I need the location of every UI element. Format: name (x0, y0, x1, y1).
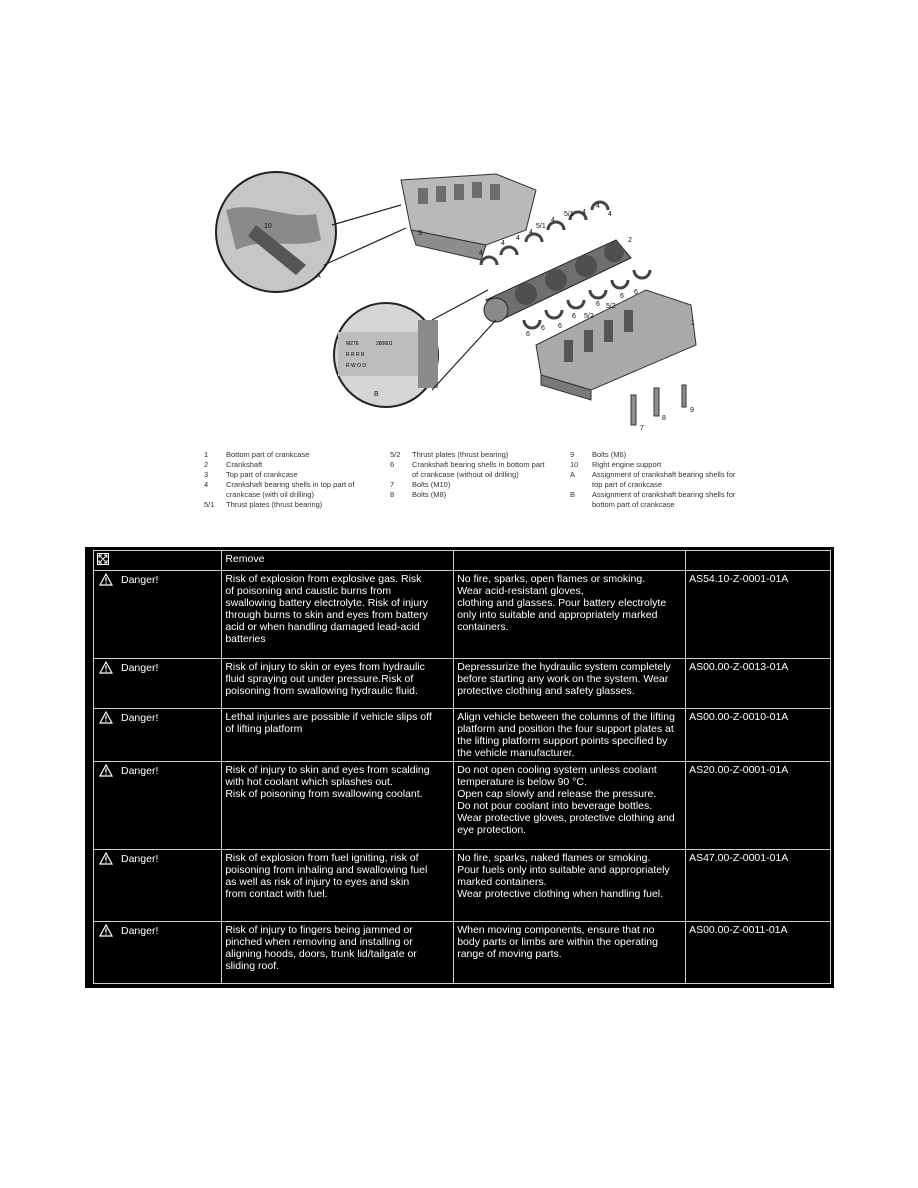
danger-label (97, 711, 218, 724)
legend-number: 10 (570, 460, 579, 469)
callout-4d: 4 (529, 229, 533, 236)
bolts-drawing (631, 385, 686, 425)
risk-text-line: Risk of poisoning from swallowing coolant. (225, 788, 423, 800)
risk-text-line: Risk of injury to fingers being jammed or (225, 924, 413, 936)
legend-text: Top part of crankcase (226, 470, 298, 479)
legend-item (390, 450, 550, 460)
legend-text: Assignment of crankshaft bearing shells for top part of crankcase (592, 470, 736, 489)
callout-4b: 4 (501, 240, 505, 247)
legend-item (204, 470, 374, 480)
bottom-crankcase-drawing (536, 290, 696, 400)
warning-icon (99, 711, 113, 724)
callout-4h: 4 (608, 211, 612, 218)
header-remove: Remove (222, 551, 454, 571)
inset-b-text-4: R W O O (346, 363, 367, 369)
risk-text-line: through burns to skin and eyes from battery (225, 609, 428, 621)
callout-4f: 4 (596, 203, 600, 210)
callout-6a: 6 (526, 331, 530, 338)
table-row (94, 922, 831, 984)
measure-text-line: Wear acid-resistant gloves, (457, 585, 584, 597)
legend-number: 4 (204, 480, 209, 489)
legend-number: 5/1 (204, 500, 215, 509)
table-row (94, 659, 831, 709)
risk-text-line: poisoning from inhaling and swallowing fuel (225, 864, 428, 876)
risk-text-line: swallowing battery electrolyte. Risk of injury (225, 597, 428, 609)
measure-text-line: When moving components, ensure that no (457, 924, 655, 936)
callout-6b: 6 (541, 325, 545, 332)
callout-3: 3 (418, 230, 422, 237)
callout-2: 2 (628, 237, 632, 244)
risk-cell (222, 571, 454, 659)
table-row (94, 571, 831, 659)
danger-label-cell (94, 762, 222, 850)
risk-text-line: Risk of injury to skin or eyes from hydraulic (225, 661, 425, 673)
callout-6e: 6 (596, 301, 600, 308)
measure-text-line: before starting any work on the system. Wear (457, 673, 669, 685)
callout-1: 1 (691, 320, 695, 327)
legend-number: 8 (390, 490, 395, 499)
measure-text-line: temperature is below 90 °C. (457, 776, 587, 788)
legend-text: Crankshaft bearing shells in top part of crankcase (with oil drilling) (226, 480, 355, 499)
risk-text-line: of lifting platform (225, 723, 303, 735)
measure-text-line: platform and position the four support plates at (457, 723, 674, 735)
danger-label (97, 852, 218, 865)
callout-a: A (316, 273, 321, 280)
measure-text-line: body parts or limbs are within the operating (457, 936, 658, 948)
measure-text-line: the lifting platform support points specified by (457, 735, 668, 747)
measures-cell (454, 850, 686, 922)
safety-table (93, 550, 831, 984)
callout-4e: 4 (551, 217, 555, 224)
measure-text-line: No fire, sparks, open flames or smoking. (457, 573, 646, 585)
callout-4c: 4 (516, 235, 520, 242)
danger-text: Danger! (121, 852, 159, 865)
measure-text-line: eye protection. (457, 824, 527, 836)
legend-number: 1 (204, 450, 209, 459)
callout-5-1a: 5/1 (536, 223, 546, 230)
risk-text-line: from contact with fuel. (225, 888, 328, 900)
document-code-cell: AS20.00-Z-0001-01A (686, 762, 831, 850)
legend-text: Thrust plates (thrust bearing) (412, 450, 509, 459)
callout-6d: 6 (572, 313, 576, 320)
risk-text-line: Risk of injury to skin and eyes from scalding (225, 764, 430, 776)
document-code-cell: AS54.10-Z-0001-01A (686, 571, 831, 659)
document-code-cell: AS00.00-Z-0010-01A (686, 709, 831, 762)
danger-label-cell (94, 922, 222, 984)
measures-cell (454, 922, 686, 984)
safety-table-panel (85, 547, 834, 988)
legend-number: B (570, 490, 576, 499)
risk-text-line: of poisoning and caustic burns from (225, 585, 392, 597)
legend-number: 9 (570, 450, 575, 459)
measure-text-line: range of moving parts. (457, 948, 562, 960)
legend-text: Bottom part of crankcase (226, 450, 310, 459)
legend-number: 2 (204, 460, 209, 469)
header-icon-cell (94, 551, 222, 571)
legend-text: Assignment of crankshaft bearing shells for bottom part of crankcase (592, 490, 736, 509)
table-header-row (94, 551, 831, 571)
callout-5-2a: 5/2 (584, 313, 594, 320)
table-row (94, 709, 831, 762)
risk-text-line: batteries (225, 633, 266, 645)
measures-cell (454, 571, 686, 659)
risk-cell (222, 850, 454, 922)
document-code-cell: AS47.00-Z-0001-01A (686, 850, 831, 922)
risk-text-line: Risk of explosion from explosive gas. Risk (225, 573, 422, 585)
legend-text: Right engine support (592, 460, 662, 469)
legend-text: Bolts (M8) (412, 490, 447, 499)
danger-label-cell (94, 659, 222, 709)
legend-text: Crankshaft bearing shells in bottom part of crankcase (without oil drilling) (412, 460, 545, 479)
risk-text-line: as well as risk of injury to eyes and skin (225, 876, 410, 888)
danger-label (97, 764, 218, 777)
risk-text-line: acid or when handling damaged lead-acid (225, 621, 420, 633)
risk-cell (222, 762, 454, 850)
top-crankcase-drawing (401, 174, 536, 260)
callout-9: 9 (690, 407, 694, 414)
danger-label-cell (94, 571, 222, 659)
legend-item (390, 490, 550, 500)
legend-item (570, 470, 740, 490)
danger-label (97, 661, 218, 674)
legend-column-2 (390, 450, 550, 500)
measure-text-line: Pour fuels only into suitable and appropriately (457, 864, 670, 876)
danger-text: Danger! (121, 764, 159, 777)
callout-10: 10 (264, 223, 272, 230)
measure-text-line: protective clothing and safety glasses. (457, 685, 635, 697)
measure-text-line: Wear protective clothing when handling fuel. (457, 888, 664, 900)
legend-text: Crankshaft (226, 460, 263, 469)
legend-item (390, 480, 550, 490)
callout-5-1b: 5/1 (564, 211, 574, 218)
callout-4g: 4 (582, 209, 586, 216)
danger-label (97, 573, 218, 586)
table-row (94, 850, 831, 922)
measure-text-line: No fire, sparks, naked flames or smoking. (457, 852, 651, 864)
callout-b: B (374, 391, 379, 398)
callout-6g: 6 (634, 289, 638, 296)
measure-text-line: Align vehicle between the columns of the lifting (457, 711, 675, 723)
legend-text: Bolts (M10) (412, 480, 451, 489)
danger-label (97, 924, 218, 937)
danger-label-cell (94, 850, 222, 922)
risk-cell (222, 922, 454, 984)
legend-item (204, 460, 374, 470)
table-row (94, 762, 831, 850)
risk-text-line: Risk of explosion from fuel igniting, risk of (225, 852, 419, 864)
measure-text-line: Depressurize the hydraulic system completely (457, 661, 671, 673)
legend-item (390, 460, 550, 480)
legend-text: Thrust plates (thrust bearing) (226, 500, 323, 509)
measure-text-line: clothing and glasses. Pour battery electrolyte (457, 597, 667, 609)
inset-engine-support (216, 172, 406, 292)
figure-legend (0, 450, 918, 525)
legend-item (204, 500, 374, 510)
risk-text-line: fluid spraying out under pressure.Risk of (225, 673, 414, 685)
header-empty-4 (686, 551, 831, 571)
warning-icon (99, 852, 113, 865)
exploded-view-figure (196, 170, 736, 445)
risk-text-line: with hot coolant which splashes out. (225, 776, 393, 788)
document-code-cell: AS00.00-Z-0011-01A (686, 922, 831, 984)
callout-4a: 4 (479, 250, 483, 257)
measure-text-line: the vehicle manufacturer. (457, 747, 575, 759)
measure-text-line: Wear protective gloves, protective clothing and (457, 812, 675, 824)
legend-item (570, 460, 740, 470)
measures-cell (454, 762, 686, 850)
inset-b-text-2: 280601 (376, 341, 393, 347)
measure-text-line: marked containers. (457, 876, 547, 888)
risk-text-line: aligning hoods, doors, trunk lid/tailgate or (225, 948, 417, 960)
legend-number: A (570, 470, 576, 479)
header-empty-3 (454, 551, 686, 571)
risk-cell (222, 659, 454, 709)
document-code-cell: AS00.00-Z-0013-01A (686, 659, 831, 709)
engine-exploded-diagram (196, 170, 736, 445)
legend-number: 7 (390, 480, 395, 489)
callout-7: 7 (640, 425, 644, 432)
legend-number: 3 (204, 470, 209, 479)
danger-text: Danger! (121, 711, 159, 724)
warning-icon (99, 764, 113, 777)
warning-icon (99, 924, 113, 937)
measure-text-line: only into suitable and appropriately marked (457, 609, 658, 621)
inset-b-text-3: R R R R (346, 352, 365, 358)
risk-cell (222, 709, 454, 762)
risk-text-line: sliding roof. (225, 960, 280, 972)
legend-item (204, 480, 374, 500)
legend-text: Bolts (M6) (592, 450, 627, 459)
callout-8: 8 (662, 415, 666, 422)
risk-text-line: pinched when removing and installing or (225, 936, 413, 948)
measures-cell (454, 659, 686, 709)
measure-text-line: Open cap slowly and release the pressure. (457, 788, 657, 800)
measures-cell (454, 709, 686, 762)
legend-column-3 (570, 450, 740, 510)
risk-text-line: poisoning from swallowing hydraulic fluid. (225, 685, 418, 697)
danger-text: Danger! (121, 573, 159, 586)
legend-item (204, 450, 374, 460)
legend-number: 5/2 (390, 450, 401, 459)
inset-bearing-code (334, 290, 496, 407)
callout-6f: 6 (620, 293, 624, 300)
risk-text-line: Lethal injuries are possible if vehicle slips off (225, 711, 432, 723)
callout-6c: 6 (558, 323, 562, 330)
legend-number: 6 (390, 460, 395, 469)
danger-label-cell (94, 709, 222, 762)
inset-b-text-1: M276 (346, 341, 359, 347)
measure-text-line: Do not pour coolant into beverage bottles. (457, 800, 653, 812)
danger-text: Danger! (121, 924, 159, 937)
legend-item (570, 450, 740, 460)
legend-column-1 (204, 450, 374, 510)
expand-icon[interactable] (97, 553, 109, 565)
measure-text-line: containers. (457, 621, 509, 633)
measure-text-line: Do not open cooling system unless coolant (457, 764, 657, 776)
legend-item (570, 490, 740, 510)
warning-icon (99, 573, 113, 586)
danger-text: Danger! (121, 661, 159, 674)
callout-5-2b: 5/2 (606, 303, 616, 310)
warning-icon (99, 661, 113, 674)
